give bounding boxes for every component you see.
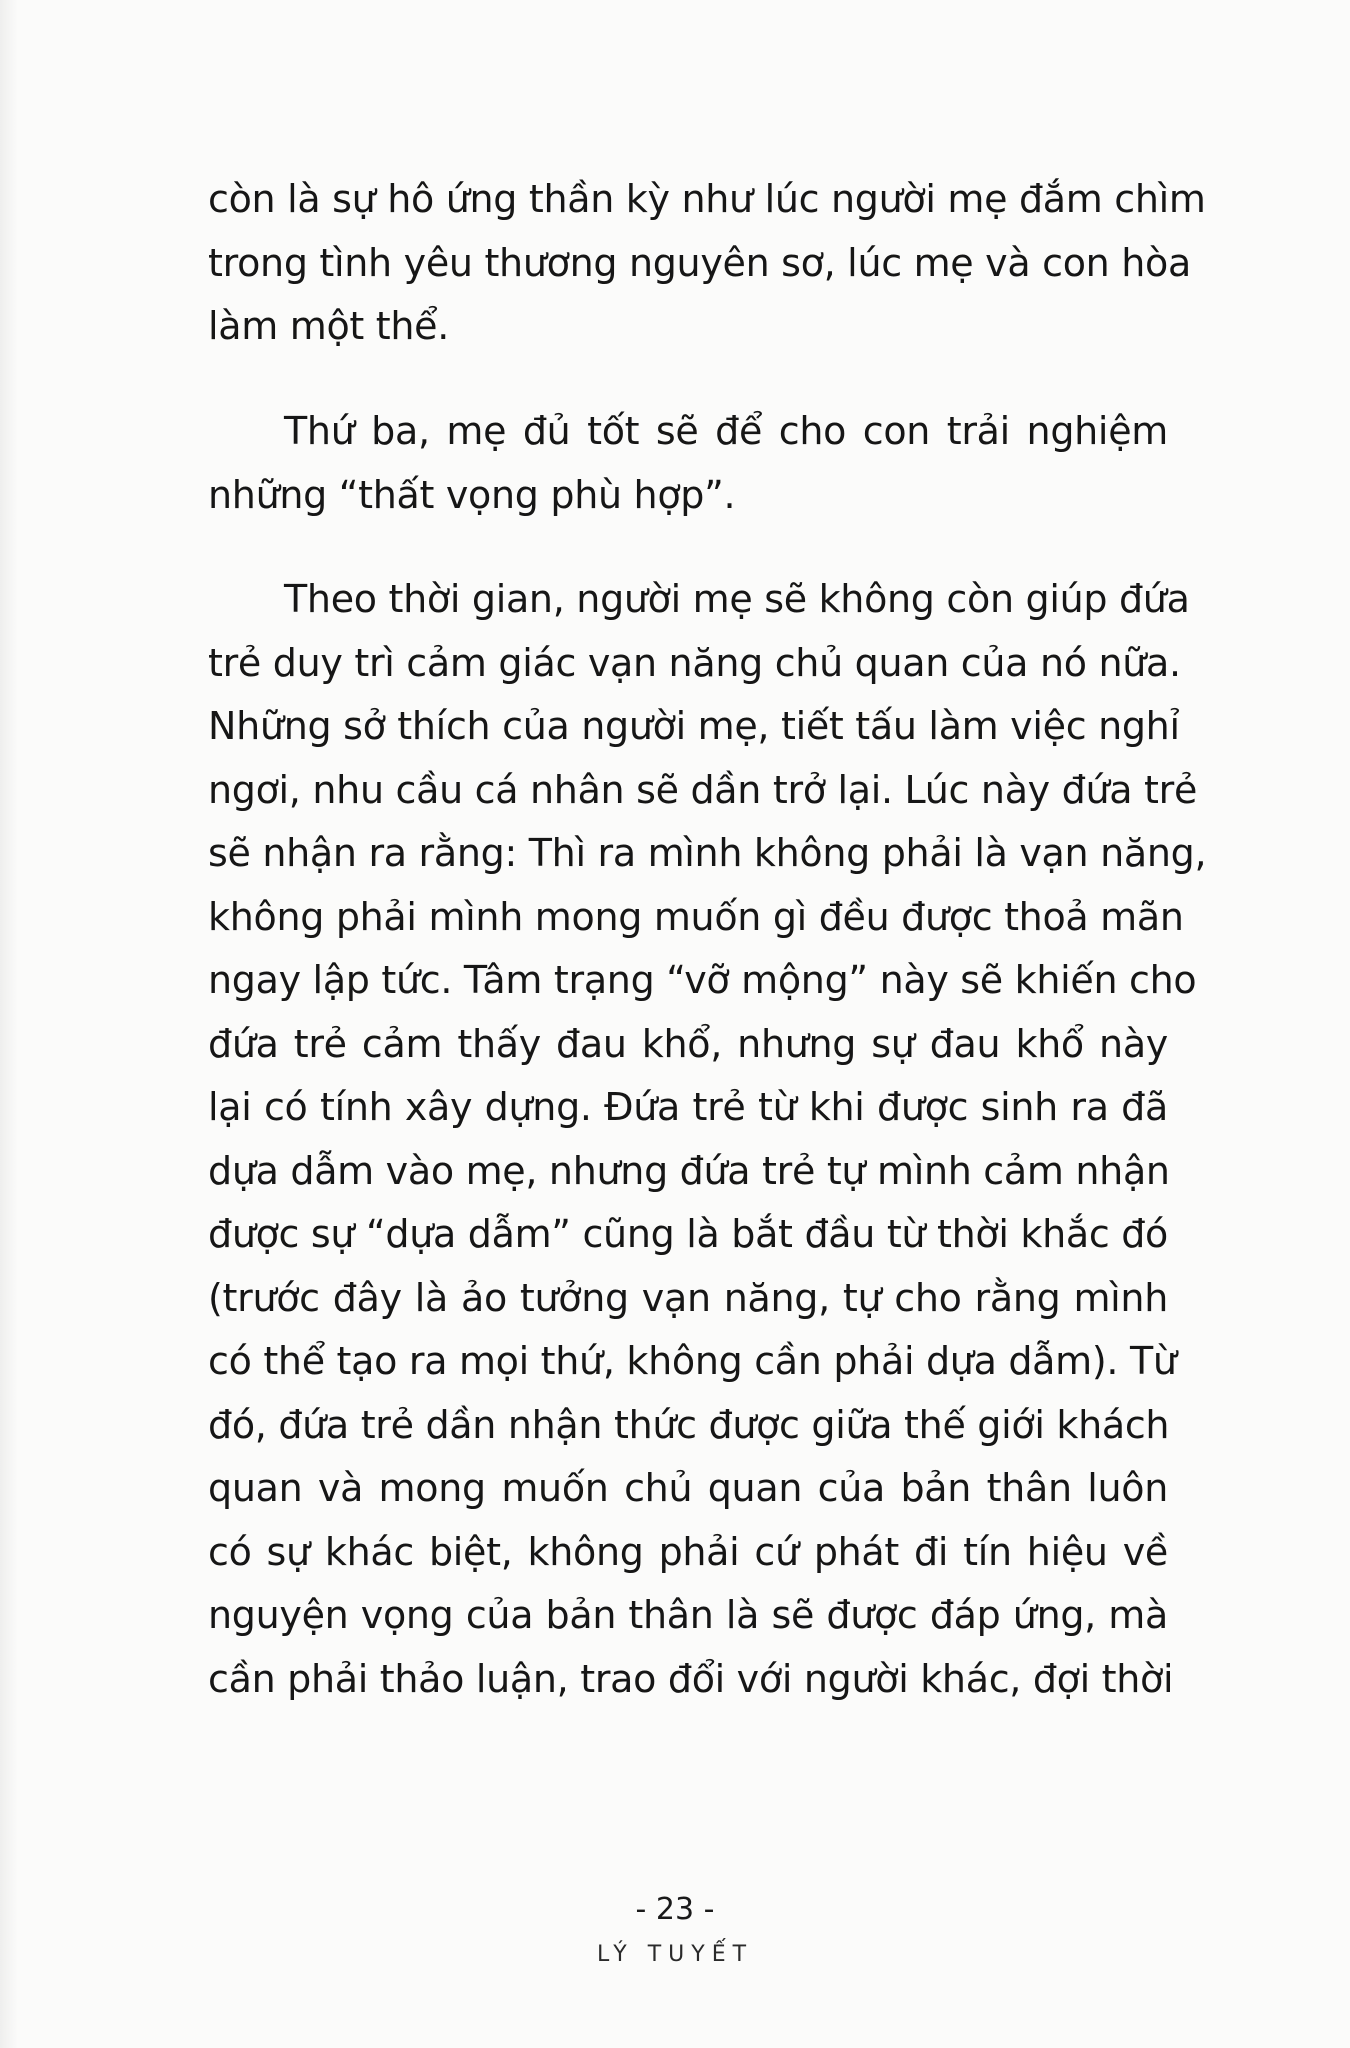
author-footer: LÝ TUYẾT [596, 1942, 754, 1967]
paragraph-1 [208, 168, 1206, 359]
text-line: nguyện vọng của bản thân là sẽ được đáp ứng, mà [208, 1593, 1168, 1637]
text-line: được sự “dựa dẫm” cũng là bắt đầu từ thời khắc đó [208, 1212, 1168, 1256]
text-line: (trước đây là ảo tưởng vạn năng, tự cho rằng mình [208, 1275, 1168, 1320]
text-line: làm một thể. [208, 304, 450, 348]
page-number: - 23 - [635, 1892, 715, 1927]
text-line: quan và mong muốn chủ quan của bản thân luôn [208, 1466, 1168, 1510]
text-line: ngơi, nhu cầu cá nhân sẽ dần trở lại. Lúc này đứa trẻ [208, 767, 1198, 812]
text-line: đứa trẻ cảm thấy đau khổ, nhưng sự đau khổ này [208, 1021, 1168, 1066]
text-line: những “thất vọng phù hợp”. [208, 472, 736, 517]
page-edge-shadow [0, 0, 18, 2048]
text-line: lại có tính xây dựng. Đứa trẻ từ khi được sinh ra đã [208, 1085, 1168, 1129]
text-line: Theo thời gian, người mẹ sẽ không còn giúp đứa [284, 577, 1190, 621]
text-line: sẽ nhận ra rằng: Thì ra mình không phải là vạn năng, [208, 831, 1207, 875]
text-line: ngay lập tức. Tâm trạng “vỡ mộng” này sẽ khiến cho [208, 958, 1197, 1002]
paragraph-2 [208, 400, 1168, 527]
text-line: dựa dẫm vào mẹ, nhưng đứa trẻ tự mình cảm nhận [208, 1148, 1170, 1193]
text-line: trong tình yêu thương nguyên sơ, lúc mẹ và con hòa [208, 240, 1191, 285]
text-line: cần phải thảo luận, trao đổi với người khác, đợi thời [208, 1656, 1174, 1701]
text-line: có thể tạo ra mọi thứ, không cần phải dựa dẫm). Từ [208, 1339, 1177, 1383]
text-line: có sự khác biệt, không phải cứ phát đi tín hiệu về [208, 1529, 1168, 1574]
paragraph-3 [208, 568, 1207, 1711]
text-line: không phải mình mong muốn gì đều được thoả mãn [208, 894, 1184, 939]
text-line: Thứ ba, mẹ đủ tốt sẽ để cho con trải nghiệm [284, 409, 1168, 453]
text-line: còn là sự hô ứng thần kỳ như lúc người mẹ đắm chìm [208, 177, 1206, 221]
text-line: trẻ duy trì cảm giác vạn năng chủ quan của nó nữa. [208, 640, 1181, 685]
text-line: Những sở thích của người mẹ, tiết tấu làm việc nghỉ [208, 704, 1180, 748]
text-line: đó, đứa trẻ dần nhận thức được giữa thế giới khách [208, 1402, 1170, 1447]
